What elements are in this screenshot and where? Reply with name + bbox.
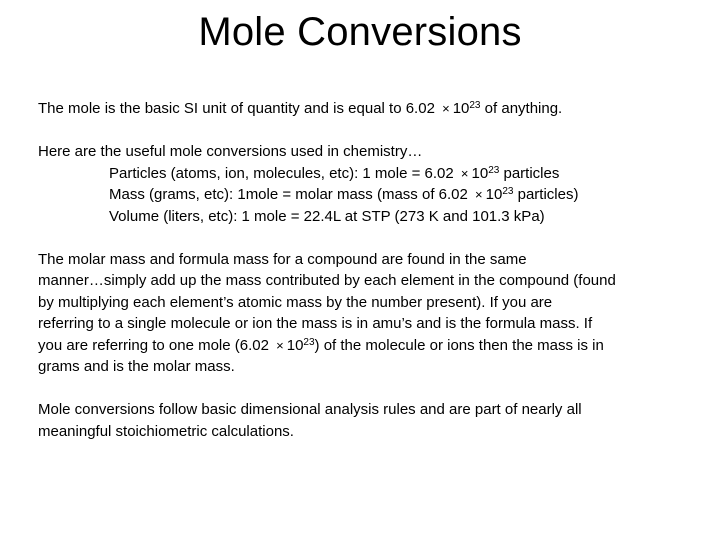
volume-conversion: Volume (liters, etc): 1 mole = 22.4L at STP (273 K and 101.3 kPa) [109, 207, 545, 225]
conversions-intro: Here are the useful mole conversions used in chemistry… [38, 143, 423, 160]
dimensional-analysis-line: meaningful stoichiometric calculations. [38, 422, 294, 440]
mass-conversion-suffix: particles) [517, 186, 579, 203]
mass-conversion [38, 184, 678, 206]
dimensional-analysis-paragraph [38, 399, 678, 442]
molar-mass-line [38, 335, 678, 357]
molar-mass-line: referring to a single molecule or ion the mass is in amu’s and is the formula mass. If [38, 315, 593, 332]
times-symbol: × [442, 101, 450, 116]
mass-conversion-text: Mass (grams, etc): 1mole = molar mass (mass of 6.02 [109, 186, 468, 203]
power-base: 10 [471, 164, 489, 182]
times-symbol: × [475, 187, 483, 202]
power-exponent: 23 [303, 336, 315, 348]
power-base: 10 [452, 100, 470, 117]
mole-definition-paragraph [38, 98, 678, 120]
times-symbol: × [460, 165, 469, 181]
power-exponent: 23 [469, 100, 481, 111]
molar-mass-paragraph [38, 249, 678, 378]
molar-mass-line: manner…simply add up the mass contributed by each element in the compound (found [38, 272, 616, 289]
molar-mass-line: grams and is the molar mass. [38, 358, 235, 375]
particles-conversion [38, 163, 678, 185]
power-base: 10 [286, 336, 304, 354]
molar-mass-line-text: you are referring to one mole (6.02 [38, 336, 269, 354]
power-base: 10 [485, 186, 503, 203]
mole-definition-text: The mole is the basic SI unit of quantity and is equal to 6.02 [38, 100, 435, 117]
particles-conversion-suffix: particles [503, 164, 560, 182]
conversions-paragraph [38, 141, 678, 227]
molar-mass-line: by multiplying each element’s atomic mass by the number present). If you are [38, 293, 553, 311]
slide-body [38, 98, 678, 464]
particles-conversion-text: Particles (atoms, ion, molecules, etc): 1 mole = 6.02 [109, 164, 454, 182]
power-exponent: 23 [488, 164, 500, 176]
mole-definition-suffix: of anything. [484, 100, 563, 117]
slide-title: Mole Conversions [198, 10, 522, 54]
power-exponent: 23 [502, 186, 514, 197]
times-symbol: × [276, 337, 284, 353]
dimensional-analysis-line: Mole conversions follow basic dimensional analysis rules and are part of nearly all [38, 401, 582, 418]
molar-mass-line: The molar mass and formula mass for a compound are found in the same [38, 250, 527, 268]
molar-mass-line-suffix: ) of the molecule or ions then the mass is in [314, 336, 604, 354]
mole-definition-line [38, 98, 678, 120]
